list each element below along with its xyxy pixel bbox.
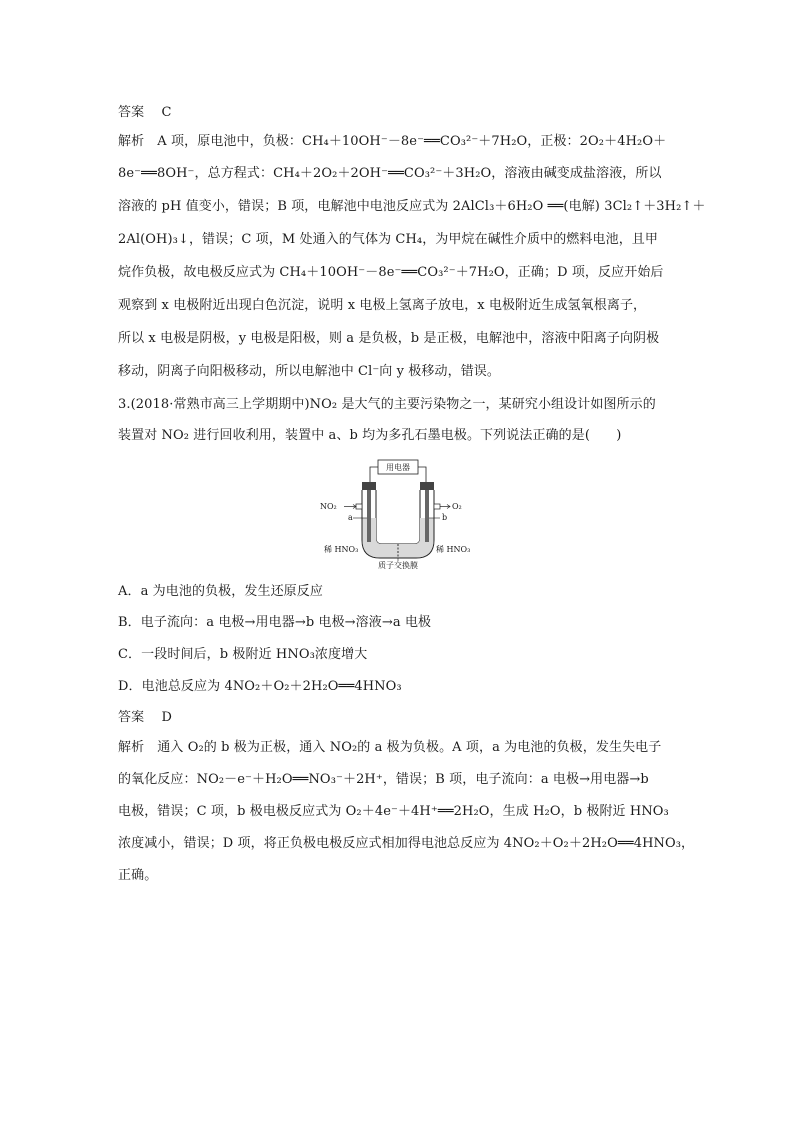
left-stopper [362, 482, 376, 490]
device-label: 用电器 [386, 463, 410, 472]
question-line-2: 装置对 NO₂ 进行回收利用，装置中 a、b 均为多孔石墨电极。下列说法正确的是( ) [118, 428, 622, 443]
option-d: D．电池总反应为 4NO₂＋O₂＋2H₂O══4HNO₃ [118, 679, 402, 694]
left-wire [370, 467, 378, 482]
prev-analysis-line-2: 8e⁻══8OH⁻，总方程式：CH₄＋2O₂＋2OH⁻══CO₃²⁻＋3H₂O，溶液由碱变成盐溶液，所以 [118, 166, 662, 181]
question-line-1: 3.(2018·常熟市高三上学期期中)NO₂ 是大气的主要污染物之一，某研究小组设计如图所示的 [118, 397, 656, 412]
membrane-label: 质子交换膜 [378, 561, 418, 570]
prev-answer-value: C [161, 105, 172, 120]
left-gas-inlet [356, 504, 362, 509]
right-solution-label: 稀 HNO₃ [436, 545, 471, 554]
right-gas-inlet [434, 504, 440, 509]
prev-analysis-line-8: 移动，阴离子向阳极移动，所以电解池中 Cl⁻向 y 极移动，错误。 [118, 364, 501, 379]
prev-analysis-line-5: 烷作负极，故电极反应式为 CH₄＋10OH⁻－8e⁻══CO₃²⁻＋7H₂O，正确；D 项，反应开始后 [118, 265, 664, 280]
analysis-line-2: 的氧化反应：NO₂－e⁻＋H₂O══NO₃⁻＋2H⁺，错误；B 项，电子流向：a 电极→用电器→b [118, 772, 649, 787]
answer-line [118, 708, 680, 728]
prev-answer-label: 答案 [118, 105, 145, 120]
prev-analysis-line-6: 观察到 x 电极附近出现白色沉淀，说明 x 电极上氢离子放电，x 电极附近生成氢氧根离子， [118, 298, 647, 313]
prev-analysis-line-4: 2Al(OH)₃↓，错误；C 项，M 处通入的气体为 CH₄，为甲烷在碱性介质中的燃料电池，且甲 [118, 232, 659, 247]
electrode-b-rod [425, 490, 429, 542]
u-tube-inner [376, 490, 420, 544]
prev-analysis-line-1: 解析 A 项，原电池中，负极：CH₄＋10OH⁻－8e⁻══CO₃²⁻＋7H₂O，正极：2O₂＋4H₂O＋ [118, 134, 667, 149]
prev-answer-line [118, 103, 680, 123]
answer-label: 答案 [118, 710, 145, 725]
answer-value: D [161, 710, 173, 725]
right-gas-label: O₂ [452, 502, 462, 511]
analysis-line-3: 电极，错误；C 项，b 极电极反应式为 O₂＋4e⁻＋4H⁺══2H₂O，生成 H₂O，b 极附近 HNO₃ [118, 804, 669, 819]
option-a: A．a 为电池的负极，发生还原反应 [118, 584, 323, 599]
analysis-line-1: 解析 通入 O₂的 b 极为正极，通入 NO₂的 a 极为负极。A 项，a 为电池的负极，发生失电子 [118, 740, 662, 755]
right-stopper [420, 482, 434, 490]
option-b: B．电子流向：a 电极→用电器→b 电极→溶液→a 电极 [118, 615, 432, 630]
electrode-a-label: a [348, 513, 353, 522]
analysis-line-5: 正确。 [118, 868, 158, 883]
u-tube-cell-diagram [318, 458, 476, 570]
electrode-b-label: b [442, 513, 448, 522]
analysis-line-4: 浓度减小，错误；D 项，将正负极电极反应式相加得电池总反应为 4NO₂＋O₂＋2H₂O══4HNO₃， [118, 836, 695, 851]
left-gas-label: NO₂ [320, 502, 337, 511]
left-solution-label: 稀 HNO₃ [324, 545, 359, 554]
prev-analysis-line-3: 溶液的 pH 值变小，错误；B 项，电解池中电池反应式为 2AlCl₃＋6H₂O ══(电解) 3Cl₂↑＋3H₂↑＋ [118, 199, 706, 214]
right-wire [418, 467, 426, 482]
electrode-a-rod [367, 490, 371, 542]
prev-analysis-line-7: 所以 x 电极是阴极，y 电极是阳极，则 a 是负极，b 是正极，电解池中，溶液中阳离子向阴极 [118, 331, 660, 346]
option-c: C．一段时间后，b 极附近 HNO₃浓度增大 [118, 647, 368, 662]
